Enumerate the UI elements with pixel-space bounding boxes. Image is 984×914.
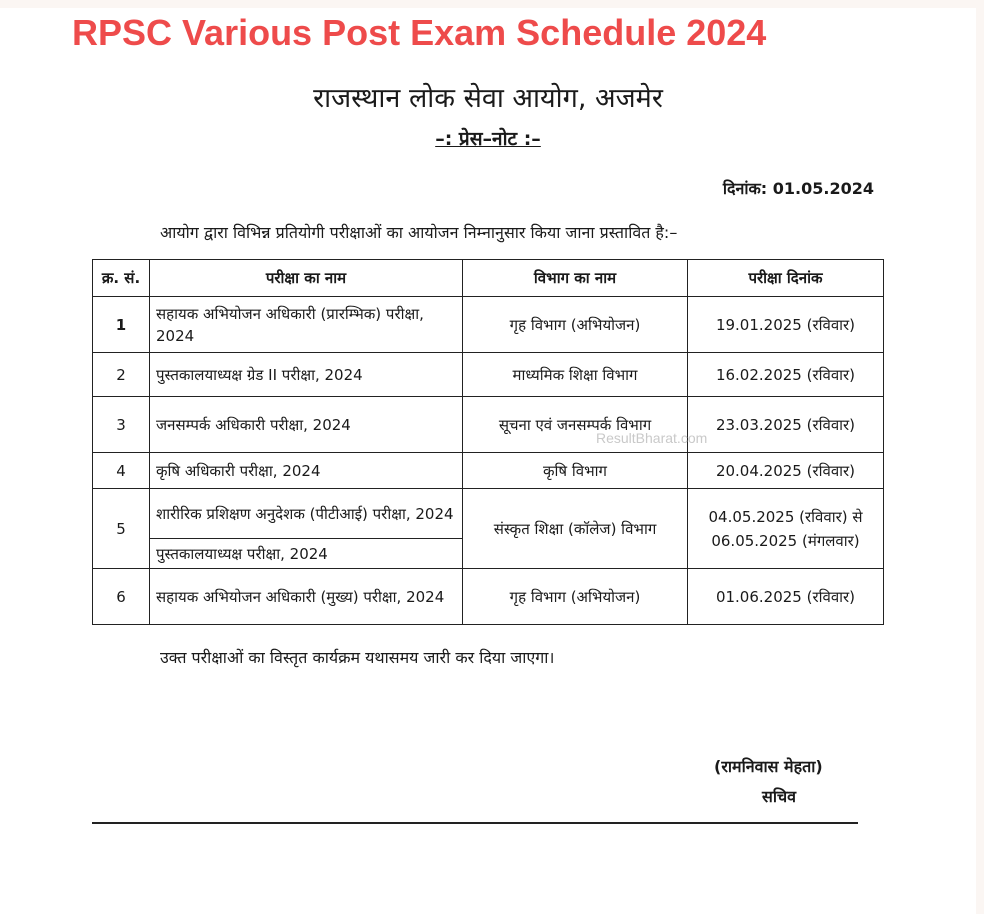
table-row [93, 297, 884, 353]
row-serial: 3 [93, 397, 150, 453]
exam-schedule-table [92, 259, 884, 625]
table-row [93, 489, 884, 539]
header-exam-date: परीक्षा दिनांक [688, 260, 884, 297]
row-exam-date: 20.04.2025 (रविवार) [688, 453, 884, 489]
row-department: कृषि विभाग [463, 453, 688, 489]
intro-text: आयोग द्वारा विभिन्न प्रतियोगी परीक्षाओं का आयोजन निम्नानुसार किया जाना प्रस्तावित है:– [160, 223, 678, 242]
table-row [93, 569, 884, 625]
row-exam-name: जनसम्पर्क अधिकारी परीक्षा, 2024 [150, 397, 463, 453]
row-exam-name: सहायक अभियोजन अधिकारी (मुख्य) परीक्षा, 2024 [150, 569, 463, 625]
row-exam-date: 16.02.2025 (रविवार) [688, 353, 884, 397]
row-department: माध्यमिक शिक्षा विभाग [463, 353, 688, 397]
footer-note: उक्त परीक्षाओं का विस्तृत कार्यक्रम यथासमय जारी कर दिया जाएगा। [160, 648, 555, 667]
row-exam-name: सहायक अभियोजन अधिकारी (प्रारम्भिक) परीक्षा, 2024 [150, 297, 463, 353]
header-department: विभाग का नाम [463, 260, 688, 297]
row-serial: 6 [93, 569, 150, 625]
header-serial: क्र. सं. [93, 260, 150, 297]
row-exam-name-secondary: पुस्तकालयाध्यक्ष परीक्षा, 2024 [150, 539, 463, 569]
row-serial: 4 [93, 453, 150, 489]
bottom-divider [92, 822, 858, 824]
row-serial: 1 [93, 297, 150, 353]
watermark-text: ResultBharat.com [596, 430, 708, 446]
row-exam-date: 19.01.2025 (रविवार) [688, 297, 884, 353]
row-department: सूचना एवं जनसम्पर्क विभाग [463, 397, 688, 453]
signatory-title: सचिव [762, 787, 797, 806]
row-exam-date: 04.05.2025 (रविवार) से 06.05.2025 (मंगलवार) [688, 489, 884, 569]
page-banner-title: RPSC Various Post Exam Schedule 2024 [72, 12, 767, 53]
row-serial: 2 [93, 353, 150, 397]
signatory-name: (रामनिवास मेहता) [714, 757, 823, 776]
organization-heading: राजस्थान लोक सेवा आयोग, अजमेर [313, 83, 663, 114]
row-exam-name: पुस्तकालयाध्यक्ष ग्रेड II परीक्षा, 2024 [150, 353, 463, 397]
press-note-heading [0, 125, 976, 151]
row-exam-date: 23.03.2025 (रविवार) [688, 397, 884, 453]
row-exam-date: 01.06.2025 (रविवार) [688, 569, 884, 625]
table-header-row [93, 260, 884, 297]
row-department: गृह विभाग (अभियोजन) [463, 297, 688, 353]
row-serial: 5 [93, 489, 150, 569]
table-row [93, 453, 884, 489]
press-note-label: –: प्रेस–नोट :– [435, 128, 541, 150]
row-department: गृह विभाग (अभियोजन) [463, 569, 688, 625]
row-exam-name: कृषि अधिकारी परीक्षा, 2024 [150, 453, 463, 489]
table-row [93, 353, 884, 397]
row-exam-name: शारीरिक प्रशिक्षण अनुदेशक (पीटीआई) परीक्षा, 2024 [150, 489, 463, 539]
row-department: संस्कृत शिक्षा (कॉलेज) विभाग [463, 489, 688, 569]
document-date: दिनांक: 01.05.2024 [722, 179, 874, 198]
header-exam-name: परीक्षा का नाम [150, 260, 463, 297]
table-row [93, 397, 884, 453]
